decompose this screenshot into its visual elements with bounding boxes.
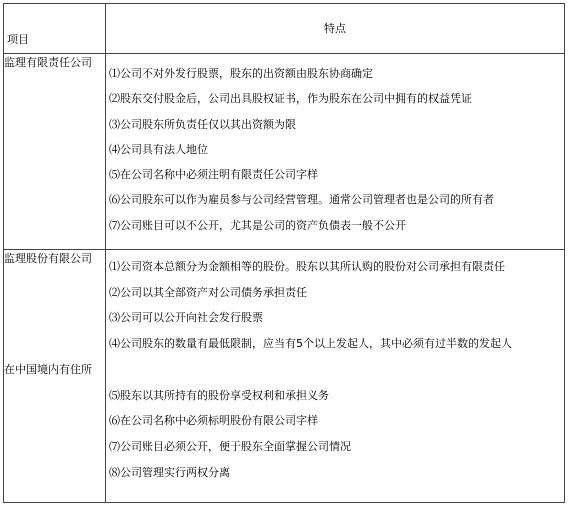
features-cell-llc <box>106 54 565 250</box>
header-features-label: 特点 <box>324 22 346 35</box>
table-row <box>4 54 565 250</box>
list-item: ⑹在公司名称中必须标明股份有限公司字样 <box>109 414 318 428</box>
list-item: ⑴公司资本总额分为金额相等的股份。股东以其所认购的股份对公司承担有限责任 <box>109 260 505 273</box>
row-label-llc: 监理有限责任公司 <box>4 54 106 250</box>
list-item: ⑵公司以其全部资产对公司债务承担责任 <box>109 285 307 299</box>
row-label-jsc: 监理股份有限公司 <box>4 250 106 503</box>
header-cell-features <box>106 4 565 54</box>
comparison-table <box>3 3 565 503</box>
table-row <box>4 250 565 503</box>
list-item: ⑷公司具有法人地位 <box>109 142 208 156</box>
header-row <box>4 4 565 54</box>
list-item: ⑺公司账目必须公开，便于股东全面掌握公司情况 <box>109 439 351 453</box>
list-item: ⑸在公司名称中必须注明有限责任公司字样 <box>109 168 318 182</box>
header-item-label: 项目 <box>7 33 29 46</box>
list-item-continuation: 在中国境内有住所 <box>4 362 92 376</box>
header-cell-item <box>4 4 106 54</box>
list-item: ⑻公司管理实行两权分离 <box>109 465 230 479</box>
list-item: ⑷公司股东的数量有最低限制，应当有5个以上发起人，其中必须有过半数的发起人 <box>109 337 512 351</box>
list-item: ⑵股东交付股金后，公司出具股权证书，作为股东在公司中拥有的权益凭证 <box>109 92 472 106</box>
list-item: ⑶公司股东所负责任仅以其出资额为限 <box>109 117 296 131</box>
list-item: ⑹公司股东可以作为雇员参与公司经营管理。通常公司管理者也是公司的所有者 <box>109 193 494 207</box>
list-item: ⑴公司不对外发行股票，股东的出资额由股东协商确定 <box>109 67 373 80</box>
list-item: ⑸股东以其所持有的股份享受权利和承担义务 <box>109 388 329 402</box>
list-item: ⑺公司账目可以不公开，尤其是公司的资产负债表一般不公开 <box>109 218 406 232</box>
list-item: ⑶公司可以公开向社会发行股票 <box>109 311 263 325</box>
